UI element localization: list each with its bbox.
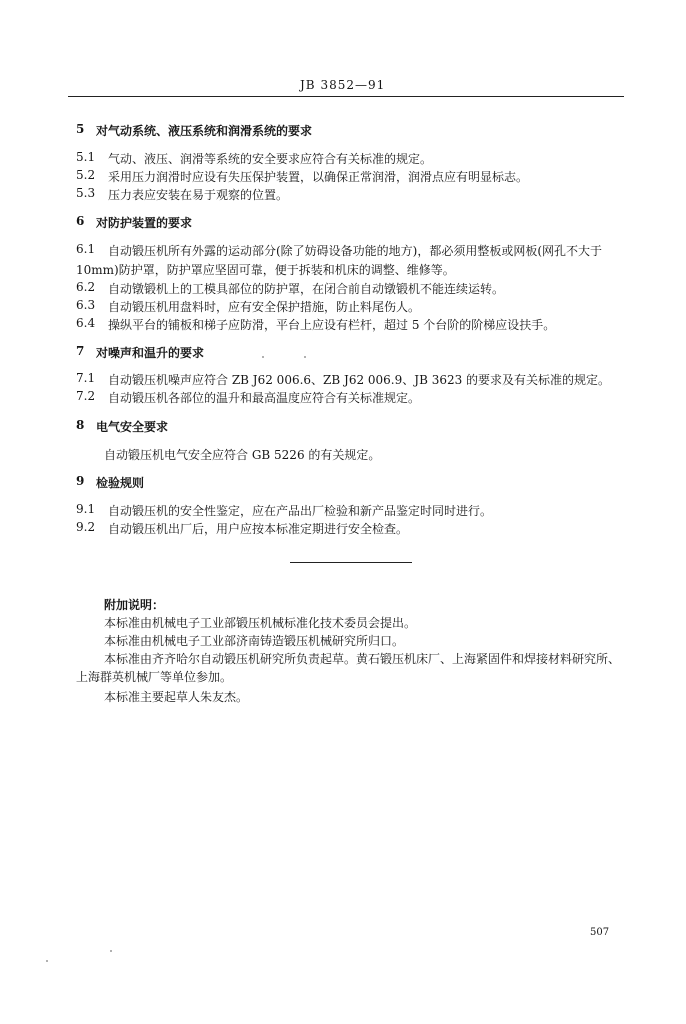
section-5-title: 对气动系统、液压系统和润滑系统的要求 (96, 124, 313, 138)
scan-speck (304, 356, 306, 358)
notes-line-author: 本标准主要起草人朱友杰。 (104, 690, 249, 704)
clause-6-3-text: 自动锻压机用盘料时，应有安全保护措施，防止料尾伤人。 (108, 300, 421, 314)
notes-line-proposer: 本标准由机械电子工业部锻压机械标准化技术委员会提出。 (104, 616, 417, 630)
clause-5-3-number: 5.3 (76, 186, 96, 200)
scan-speck (110, 950, 112, 952)
clause-6-4-text: 操纵平台的铺板和梯子应防滑，平台上应设有栏杆，超过 5 个台阶的阶梯应设扶手。 (108, 318, 556, 332)
clause-5-2-text: 采用压力润滑时应设有失压保护装置，以确保正常润滑，润滑点应有明显标志。 (108, 170, 529, 184)
clause-6-3-number: 6.3 (76, 298, 96, 312)
clause-7-1-number: 7.1 (76, 371, 96, 385)
clause-9-1-text: 自动锻压机的安全性鉴定，应在产品出厂检验和新产品鉴定时同时进行。 (108, 504, 493, 518)
scan-speck (262, 356, 264, 358)
standard-code: JB 3852—91 (300, 78, 386, 92)
clause-5-2-number: 5.2 (76, 168, 96, 182)
clause-6-1-number: 6.1 (76, 242, 96, 256)
header-rule (68, 96, 624, 97)
section-8-number: 8 (76, 418, 85, 432)
section-5-number: 5 (76, 122, 85, 136)
clause-7-2-text: 自动锻压机各部位的温升和最高温度应符合有关标准规定。 (108, 391, 421, 405)
clause-7-2-number: 7.2 (76, 389, 96, 403)
section-7-title: 对噪声和温升的要求 (96, 346, 205, 360)
section-7-number: 7 (76, 344, 85, 358)
section-divider (290, 562, 412, 563)
scan-speck (46, 960, 48, 962)
clause-5-1-text: 气动、液压、润滑等系统的安全要求应符合有关标准的规定。 (108, 152, 433, 166)
section-6-title: 对防护装置的要求 (96, 216, 193, 230)
clause-9-1-number: 9.1 (76, 502, 96, 516)
clause-5-1-number: 5.1 (76, 150, 96, 164)
page-number: 507 (590, 927, 610, 938)
section-9-number: 9 (76, 474, 85, 488)
section-8-title: 电气安全要求 (96, 420, 169, 434)
clause-5-3-text: 压力表应安装在易于观察的位置。 (108, 188, 289, 202)
notes-heading: 附加说明： (104, 598, 165, 612)
clause-7-1-text: 自动锻压机噪声应符合 ZB J62 006.6、ZB J62 006.9、JB 3623 的要求及有关标准的规定。 (108, 373, 611, 387)
section-6-number: 6 (76, 214, 85, 228)
notes-line-drafter-1: 本标准由齐齐哈尔自动锻压机研究所负责起草。黄石锻压机床厂、上海紧固件和焊接材料研究所、 (104, 652, 621, 666)
section-9-title: 检验规则 (96, 476, 145, 490)
clause-6-1-text-line2: 10mm)防护罩，防护罩应坚固可靠，便于拆装和机床的调整、维修等。 (76, 263, 455, 277)
clause-6-1-text-line1: 自动锻压机所有外露的运动部分(除了妨碍设备功能的地方)，都必须用整板或网板(网孔不大于 (108, 244, 603, 258)
notes-line-administrator: 本标准由机械电子工业部济南铸造锻压机械研究所归口。 (104, 634, 405, 648)
clause-9-2-text: 自动锻压机出厂后，用户应按本标准定期进行安全检查。 (108, 522, 409, 536)
clause-6-2-text: 自动镦锻机上的工模具部位的防护罩，在闭合前自动镦锻机不能连续运转。 (108, 282, 505, 296)
notes-line-drafter-2: 上海群英机械厂等单位参加。 (76, 670, 233, 684)
clause-6-2-number: 6.2 (76, 280, 96, 294)
section-8-body: 自动锻压机电气安全应符合 GB 5226 的有关规定。 (104, 448, 381, 462)
clause-9-2-number: 9.2 (76, 520, 96, 534)
clause-6-4-number: 6.4 (76, 316, 96, 330)
